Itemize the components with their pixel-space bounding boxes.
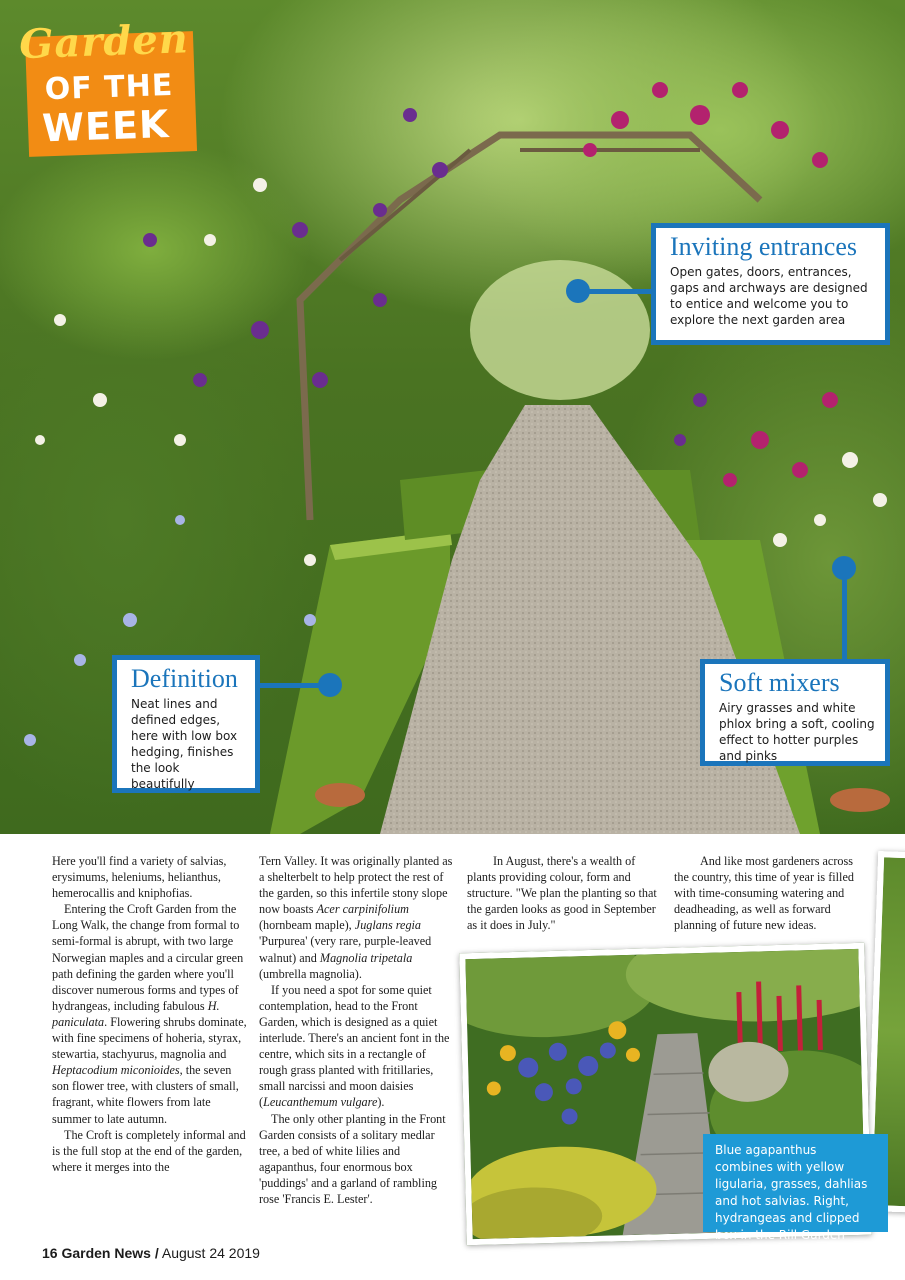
callout-inviting-entrances (651, 223, 890, 345)
text-run: . Flowering shrubs dominate, with fine specimens of hoheria, styrax, stewartia, stachyurus, magnolia and (52, 1014, 247, 1062)
paragraph: The only other planting in the Front Garden consists of a solitary medlar tree, a bed of white lilies and agapanthus, four enormous box 'puddings' and a garland of rambling rose 'Francis E. Lester'. (259, 1111, 446, 1206)
text-run: (hornbeam maple), (259, 918, 355, 933)
callout-title: Definition (131, 664, 238, 693)
text-run: Tern Valley. It was originally planted as a shelterbelt to help protect the rest of the garden, so this infertile stony slope now boasts (259, 854, 453, 917)
callout-text: Open gates, doors, entrances, gaps and archways are designed to entice and welcome you to explore the next garden area (670, 265, 868, 327)
issue-date: August 24 2019 (161, 1245, 260, 1261)
callout-soft-mixers (700, 659, 890, 766)
paragraph: In August, there's a wealth of plants providing colour, form and structure. "We plan the planting so that the garden looks as good in September as it does in July." (467, 854, 657, 933)
page-number: 16 (42, 1245, 58, 1261)
italic-run: H. paniculata (52, 998, 220, 1029)
text-run: 'Purpurea' (very rare, purple-leaved walnut) and (259, 934, 432, 965)
badge-line-2: WEEK (41, 101, 171, 151)
italic-run: Magnolia tripetala (319, 950, 413, 965)
paragraph (259, 853, 455, 982)
badge-script-text: Garden (18, 15, 190, 69)
badge-line-1: OF THE (44, 67, 174, 108)
italic-run: Juglans regia (354, 918, 422, 933)
italic-run: Acer carpinifolium (316, 902, 409, 917)
magazine-name: Garden News (61, 1245, 151, 1261)
callout-line-soft-mixers (842, 570, 847, 662)
callout-title: Soft mixers (719, 668, 840, 697)
article-column-3 (467, 853, 661, 933)
article-column-2 (259, 853, 455, 1207)
text-run: ). (377, 1095, 385, 1110)
text-run: , the seven son flower tree, with clusters of small, fragrant, white flowers from late summer to late autumn. (52, 1063, 239, 1126)
paragraph: The Croft is completely informal and is the full stop at the end of the garden, where it merges into the (52, 1127, 246, 1174)
callout-line-entrances (578, 289, 656, 294)
footer-separator: / (154, 1245, 159, 1261)
article-column-4 (674, 853, 870, 933)
callout-definition (112, 655, 260, 793)
callout-line-definition (255, 683, 327, 688)
paragraph (259, 982, 455, 1111)
text-run: Entering the Croft Garden from the Long Walk, the change from formal to semi-formal is abrupt, with two large Norwegian maples and a circular green path defining the garden where you'll discover numerous forms and types of hydrangeas, including fabulous (52, 902, 244, 1013)
callout-text: Neat lines and defined edges, here with low box hedging, finishes the look beautifully (131, 697, 238, 791)
callout-text: Airy grasses and white phlox bring a soft, cooling effect to hotter purples and pinks (719, 701, 875, 763)
italic-run: Heptacodium miconioides (52, 1063, 180, 1078)
paragraph: Here you'll find a variety of salvias, erysimums, heleniums, helianthus, hemerocallis and kniphofias. (52, 854, 227, 901)
italic-run: Leucanthemum vulgare (263, 1095, 378, 1110)
callout-title: Inviting entrances (670, 232, 857, 261)
text-run: If you need a spot for some quiet contemplation, head to the Front Garden, which is designed as a quiet interlude. There's an ancient font in the centre, which sits in a rectangle of rough grass planted with fritillaries, small narcissi and moon daisies ( (259, 982, 450, 1110)
page-footer (42, 1245, 260, 1261)
photo-caption: Blue agapanthus combines with yellow ligularia, grasses, dahlias and hot salvias. Right, hydrangeas and clipped box in the Rill Garden (703, 1134, 888, 1232)
garden-of-the-week-badge (18, 15, 197, 157)
article-column-1 (52, 853, 248, 1175)
paragraph: And like most gardeners across the country, this time of year is filled with time-consuming watering and deadheading, as well as forward planning of future new ideas. (674, 854, 854, 933)
paragraph (52, 901, 248, 1126)
text-run: (umbrella magnolia). (259, 966, 362, 981)
